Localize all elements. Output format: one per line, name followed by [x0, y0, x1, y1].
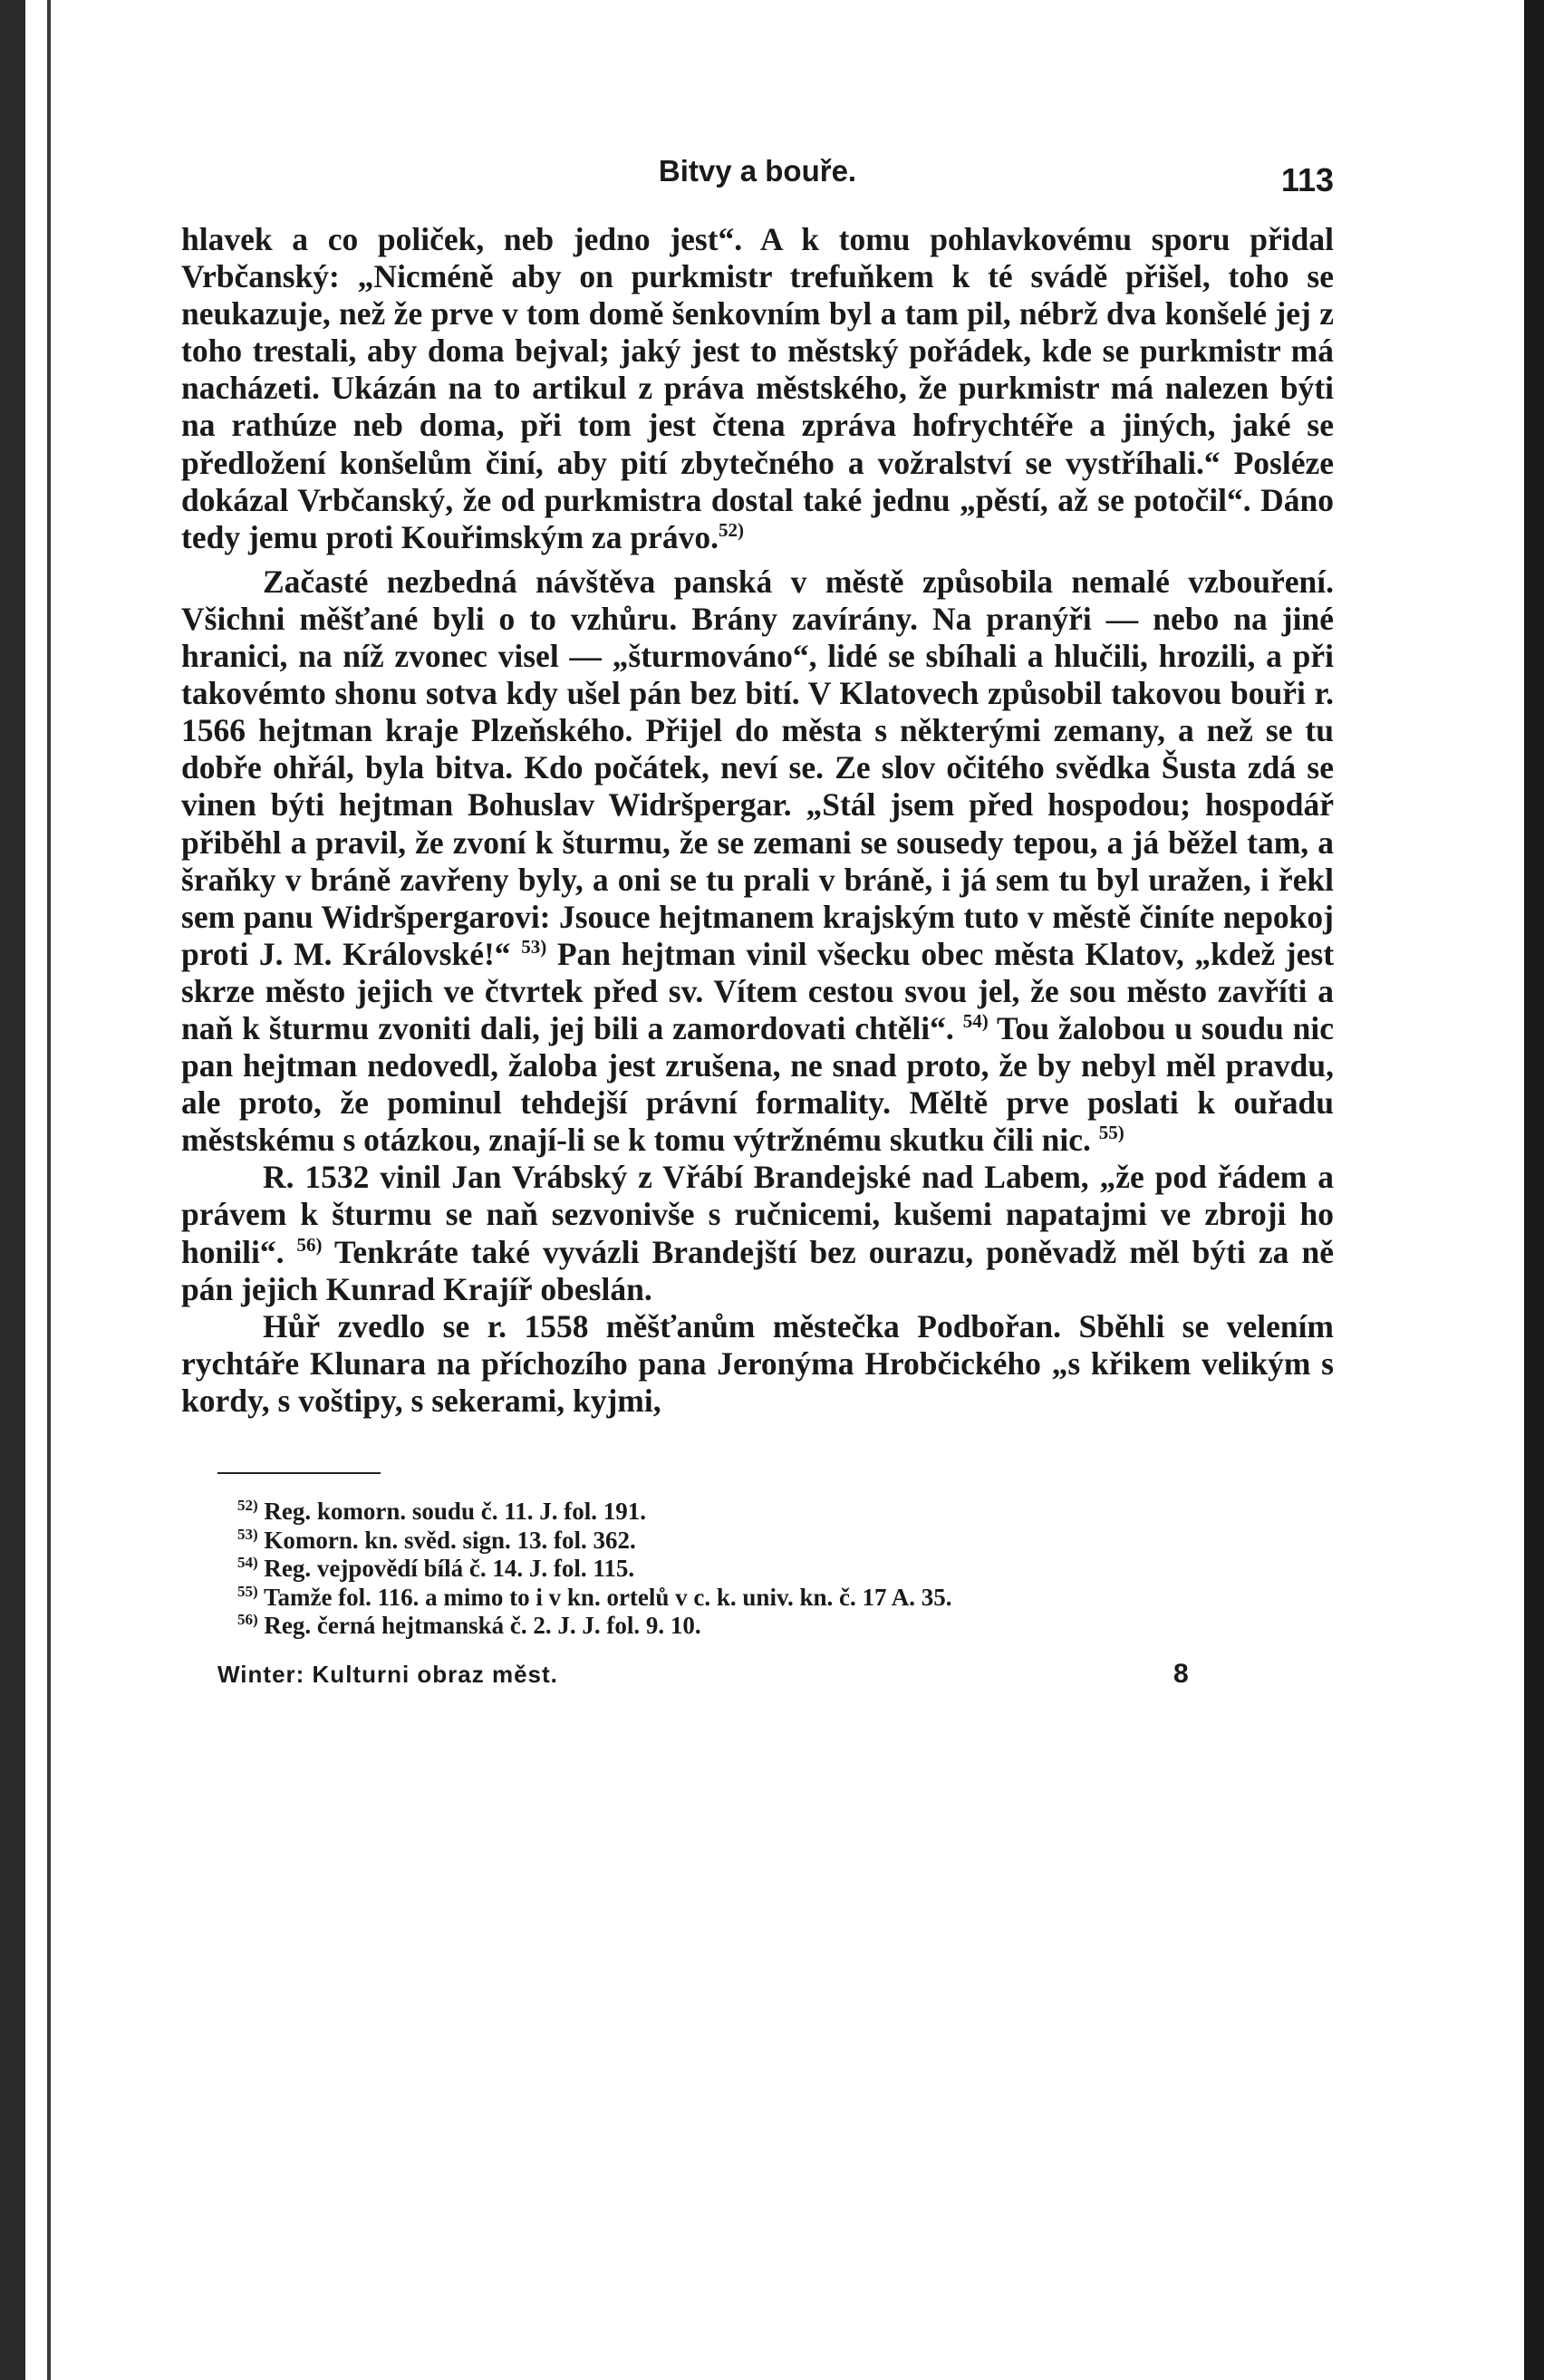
scan-binding-line [47, 0, 51, 2380]
footnote [237, 1527, 1334, 1556]
paragraph [181, 1308, 1334, 1420]
footnote-number: 56) [237, 1611, 258, 1628]
paragraph [181, 221, 1334, 556]
book-page [181, 154, 1334, 1691]
footnote [237, 1584, 1334, 1613]
footnote-number: 53) [237, 1525, 258, 1543]
footnote-rule [217, 1472, 381, 1474]
footnote-number: 55) [237, 1582, 258, 1600]
footnote-text: Komorn. kn. svěd. sign. 13. fol. 362. [264, 1526, 636, 1554]
scan-right-edge [1524, 0, 1544, 2380]
footnote-reference: 56) [296, 1233, 323, 1256]
paragraph-text: R. 1532 vinil Jan Vrábský z Vřábí Brandejské nad Labem, „že pod řádem a právem k šturmu se naň sezvonivše s ručnicemi, kušemi napatajmi ve zbroji ho honili“. [181, 1159, 1334, 1270]
paragraph [181, 564, 1334, 1160]
paragraph-text: hlavek a co poliček, neb jedno jest“. A k tomu pohlavkovému sporu přidal Vrbčanský: „Nicméně aby on purkmistr trefuňkem k té svádě přišel, toho se neukazuje, než že prve v tom domě šenkovním byl a tam pil, nébrž dva konšelé jej z toho trestali, aby doma bejval; jaký jest to městský pořádek, kde se purkmistr má nacházeti. Ukázán na to artikul z práva městského, že purkmistr má nalezen býti na rathúze neb doma, při tom jest čtena zpráva hofrychtéře a jiných, jaké se předložení konšelům činí, aby pití zbytečného a vožralství se vystříhali.“ Posléze dokázal Vrbčanský, že od purkmistra dostal také jednu „pěstí, až se potočil“. Dáno tedy jemu proti Kouřimským za právo. [181, 221, 1334, 555]
footnote-text: Reg. černá hejtmanská č. 2. J. J. fol. 9. 10. [264, 1612, 701, 1639]
footnote-number: 54) [237, 1554, 258, 1571]
footnote-text: Reg. komorn. soudu č. 11. J. fol. 191. [264, 1498, 646, 1525]
footnote-number: 52) [237, 1497, 258, 1514]
page-number: 113 [1280, 161, 1334, 198]
paragraph [181, 1159, 1334, 1307]
paragraph-text: Tenkráte také vyvázli Brandejští bez ourazu, poněvadž měl býti za ně pán jejich Kunrad Krajíř obeslán. [181, 1233, 1334, 1307]
footnote [237, 1555, 1334, 1584]
signature-mark: 8 [1173, 1658, 1189, 1689]
footnote-reference: 52) [718, 518, 744, 541]
running-title: Bitvy a bouře. [658, 154, 857, 188]
footnote-reference: 55) [1098, 1122, 1124, 1144]
body-text [181, 221, 1334, 1420]
paragraph-text: Začasté nezbedná návštěva panská v městě způsobila nemalé vzbouření. Všichni měšťané byli o to vzhůru. Brány zavírány. Na pranýři — nebo na jiné hranici, na níž zvonec visel — „šturmováno“, lidé se sbíhali a hlučili, hrozili, a při takovémto shonu sotva kdy ušel pán bez bití. V Klatovech způsobil takovou bouři r. 1566 hejtman kraje Plzeňského. Přijel do města s některými zemany, a než se tu dobře ohřál, byla bitva. Kdo počátek, neví se. Ze slov očitého svědka Šusta zdá se vinen býti hejtman Bohuslav Widršpergar. „Stál jsem před hospodou; hospodář přiběhl a pravil, že zvoní k šturmu, že se zemani se sousedy tepou, a já běžel tam, a šraňky v bráně zavřeny byly, a oni se tu prali v bráně, i já sem tu byl uražen, i řekl sem panu Widršpergarovi: Jsouce hejtmanem krajským tuto v městě činíte nepokoj proti J. M. Královské!“ [181, 563, 1334, 972]
running-head [181, 154, 1334, 208]
footnote-reference: 54) [962, 1010, 989, 1033]
footnote [237, 1612, 1334, 1641]
paragraph-text: Pan hejtman vinil všecku obec města Klatov, „kdež jest skrze město jejich ve čtvrtek před sv. Vítem cestou svou jel, že sou město zavříti a naň k šturmu zvoniti dali, jej bili a zamordovati chtěli“. [181, 935, 1335, 1046]
footnote-reference: 53) [521, 935, 547, 958]
footnote [237, 1498, 1334, 1527]
paragraph-text: Hůř zvedlo se r. 1558 měšťanům městečka Podbořan. Sběhli se velením rychtáře Klunara na příchozího pana Jeronýma Hrobčického „s křikem velikým s kordy, s voštipy, s sekerami, kyjmi, [181, 1307, 1334, 1419]
paragraph-text: Tou žalobou u soudu nic pan hejtman nedovedl, žaloba jest zrušena, ne snad proto, že by nebyl měl pravdu, ale proto, že pominul tehdejší právní formality. Měltě prve poslati k ouřadu městskému s otázkou, znají-li se k tomu výtržnému skutku čili nic. [181, 1009, 1335, 1159]
signature-line: Winter: Kulturni obraz měst. [217, 1660, 558, 1688]
scan-left-edge [0, 0, 25, 2380]
footnote-text: Reg. vejpovědí bílá č. 14. J. fol. 115. [264, 1555, 635, 1582]
footnote-text: Tamže fol. 116. a mimo to i v kn. ortelů v c. k. univ. kn. č. 17 A. 35. [263, 1583, 952, 1611]
footnotes [237, 1498, 1334, 1641]
page-signature [181, 1658, 1334, 1691]
